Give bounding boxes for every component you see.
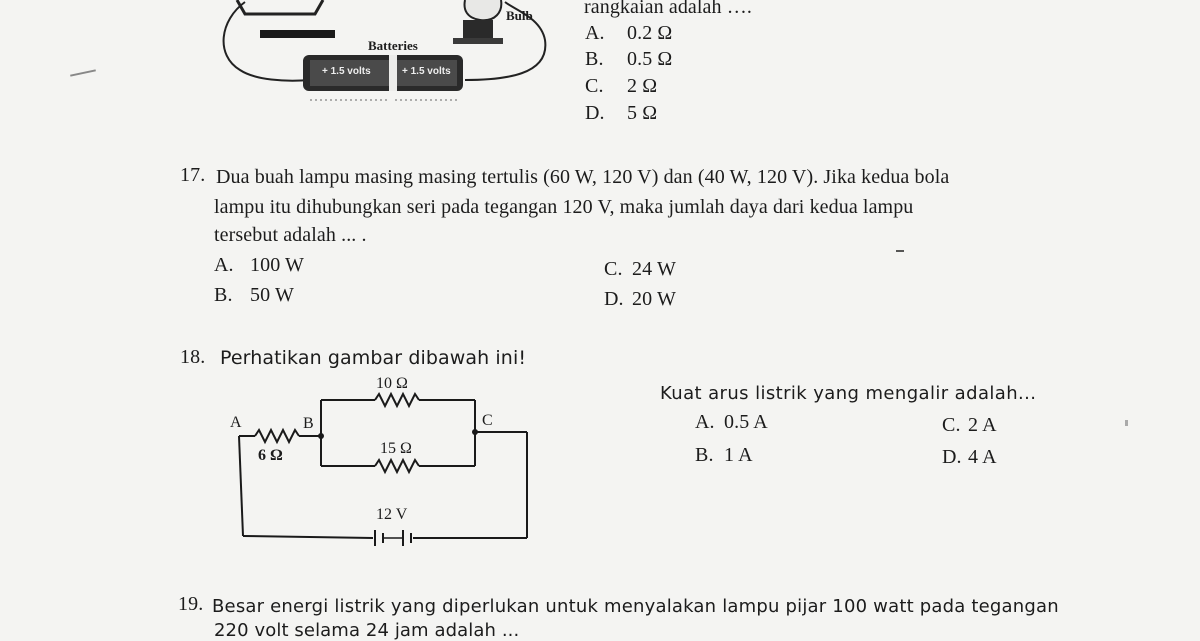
q17-option-d-letter: D. (604, 288, 624, 310)
q19-line-1: Besar energi listrik yang diperlukan untuk menyalakan lampu pijar 100 watt pada tegangan (212, 596, 1059, 617)
q16-option-b-text: 0.5 Ω (627, 48, 673, 70)
q18-option-c-text: 2 A (968, 414, 997, 436)
q17-option-b-text: 50 W (250, 284, 294, 306)
q19-number: 19. (178, 593, 204, 615)
q17-option-d-text: 20 W (632, 288, 676, 310)
q17-option-a-text: 100 W (250, 254, 305, 276)
r-mid-label: 15 Ω (380, 440, 412, 457)
q16-switch-icon (237, 0, 323, 14)
q18-option-d-text: 4 A (968, 446, 997, 468)
q17-line-1: Dua buah lampu masing masing tertulis (60 W, 120 V) dan (40 W, 120 V). Jika kedua bola (216, 166, 950, 188)
node-b-label: B (303, 415, 314, 432)
q16-stem-tail: rangkaian adalah …. (584, 0, 752, 18)
bulb-icon (465, 0, 502, 20)
scan-mark (70, 69, 96, 76)
q18-number: 18. (180, 346, 206, 368)
node-a-label: A (230, 414, 242, 431)
batteries-label: Batteries (368, 38, 418, 53)
q18-option-c-letter: C. (942, 414, 961, 436)
r-top-label: 10 Ω (376, 375, 408, 392)
q19-line-2: 220 volt selama 24 jam adalah ... (214, 620, 520, 641)
r-left-label: 6 Ω (258, 447, 283, 464)
q16-bar (260, 30, 335, 38)
q18-option-b-letter: B. (695, 444, 714, 466)
battery-cells-icon (303, 55, 463, 100)
q17-number: 17. (180, 164, 206, 186)
q18-option-b-text: 1 A (724, 444, 753, 466)
q17-line-2: lampu itu dihubungkan seri pada tegangan 120 V, maka jumlah daya dari kedua lampu (214, 196, 914, 218)
scan-mark (896, 250, 904, 252)
battery-12v-icon (375, 530, 411, 546)
q16-option-a-letter: A. (585, 22, 605, 44)
q16-option-c-text: 2 Ω (627, 75, 658, 97)
q16-option-c-letter: C. (585, 75, 604, 97)
bulb-label: Bulb (506, 8, 533, 23)
q18-option-d-letter: D. (942, 446, 962, 468)
q16-figure (215, 0, 555, 120)
q17-option-c-text: 24 W (632, 258, 676, 280)
cell1-label: + 1.5 volts (322, 66, 371, 77)
q17-line-3: tersebut adalah ... . (214, 224, 367, 246)
voltage-label: 12 V (376, 506, 408, 523)
node-c-dot (472, 429, 478, 435)
resistor-6-icon (255, 430, 299, 442)
q16-option-d-letter: D. (585, 102, 605, 124)
q18-option-a-letter: A. (695, 411, 715, 433)
node-c-label: C (482, 412, 493, 429)
q16-option-d-text: 5 Ω (627, 102, 658, 124)
q18-option-a-text: 0.5 A (724, 411, 768, 433)
resistor-15-icon (375, 460, 419, 472)
node-b-dot (318, 433, 324, 439)
q16-option-a-text: 0.2 Ω (627, 22, 673, 44)
cell2-label: + 1.5 volts (402, 66, 451, 77)
q17-option-b-letter: B. (214, 284, 233, 306)
scan-mark (1125, 420, 1128, 426)
q17-option-c-letter: C. (604, 258, 623, 280)
q17-option-a-letter: A. (214, 254, 234, 276)
q16-option-b-letter: B. (585, 48, 604, 70)
q18-stem: Perhatikan gambar dibawah ini! (220, 347, 527, 369)
q18-question: Kuat arus listrik yang mengalir adalah... (660, 383, 1037, 404)
resistor-10-icon (375, 394, 419, 406)
